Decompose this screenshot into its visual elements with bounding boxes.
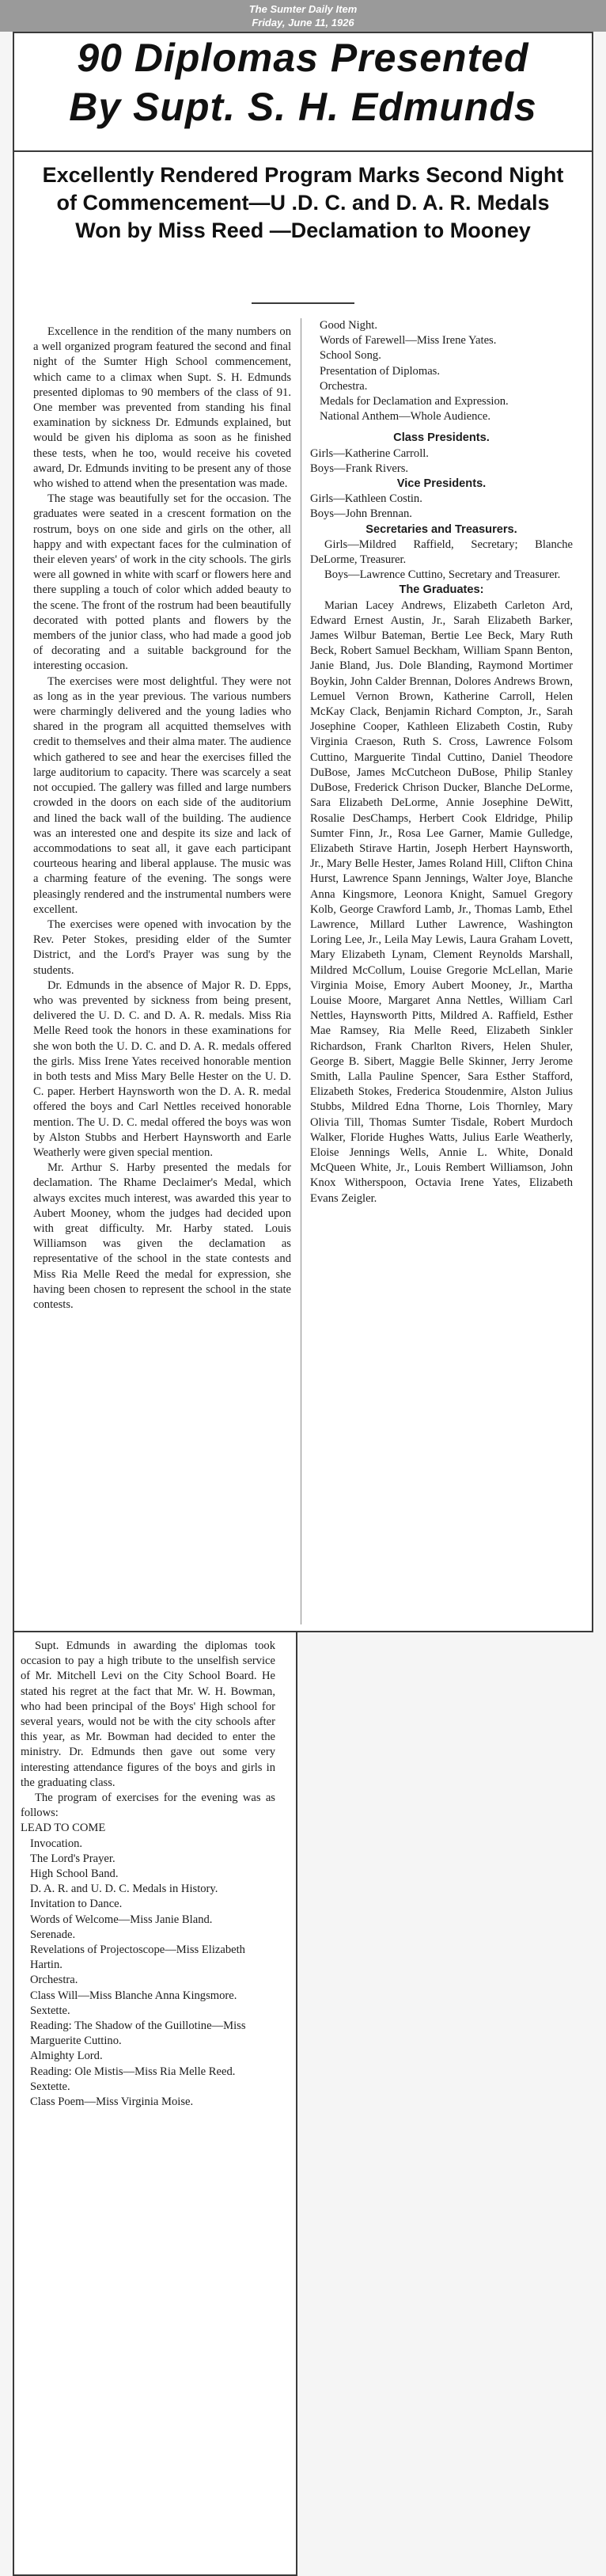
headline-line-1: 90 Diplomas Presented [77, 36, 529, 80]
deck-rule [252, 302, 354, 304]
headline-block [14, 33, 592, 152]
article-clipping-bottom [13, 1632, 297, 2576]
graduates-list: Marian Lacey Andrews, Elizabeth Carleton Ard, Edward Ernest Austin, Jr., Sarah Elizabeth Barker, James Wilbur Bateman, Bertie Lee Beck, Mary Ruth Beck, Robert Samuel Beckham, William Spann Benton, Janie Bland, Jus. Dole Blanding, Raymond Mortimer Boykin, John Calder Brennan, Dolores Andrews Brown, Lemuel Vernon Brown, Katherine Carroll, Helen McKay Clack, Benjamin Richard Compton, Jr., Sarah Josephine Cooper, Kathleen Elizabeth Costin, Ruby Virginia Craeson, Ruth S. Cross, Lawrence Folsom Cuttino, Marguerite Tindal Cuttino, Daniel Theodore DuBose, James McCutcheon DuBose, Philip Stanley DuBose, Frederick Chrison Ducker, Blanche DeLorme, Sara Elizabeth DeLorme, Annie Josephine DeWitt, Rosalie DesChamps, Herbert Cook Eldridge, Philip Sumter Finn, Jr., Rosa Lee Garner, Mamie Gulledge, Elizabeth Stirave Hartin, Joseph Herbert Haynsworth, Jr., Mary Belle Hester, James Roland Hill, Clifton China Hurst, Lawrence Spann Jennings, Walter Joye, Blanche Anna Kingsmore, Leonora Knight, Samuel Gregory Kolb, George Crawford Lamb, Jr., Thomas Lamb, Ethel Lawrence, Millard Luther Lawrence, Washington Loring Lee, Jr., Leila May Lewis, Laura Graham Lovett, Mary Elizabeth Lynam, Clement Reynolds Marshall, Mildred McCollum, Louise Gregorie McLellan, Marie Virginia Moise, Emory Aubert Mooney, Jr., Martha Louise Moore, Margaret Anna Nettles, William Carl Nettles, Haynsworth Pitts, Mildred A. Raffield, Esther Mae Ramsey, Ria Melle Reed, Elizabeth Sinkler Richardson, Frank Charlton Rivers, Helen Shuler, George B. Sibert, Maggie Belle Skinner, Jerry Jerome Smith, Lalla Pauline Spencer, Sara Esther Stafford, Elizabeth Stokes, Frederica Stoudenmire, Alston Julius Stubbs, Mildred Edna Thorne, Lois Thornley, Mary Olivia Till, Thomas Sumter Tisdale, Robert Murdoch Walker, Floride Hughes Watts, Julius Earle Weatherly, Eloise Jennings Wells, Annie L. White, Donald McQueen White, Jr., Louis Rembert Williamson, John Knox Witherspoon, Octavia Irene Yates, Elizabeth Evans Zeigler. [310, 598, 573, 1205]
body-paragraph: The exercises were opened with invocation by the Rev. Peter Stokes, presiding elder of the Sumter District, and the Lord's Prayer was sung by the students. [33, 918, 291, 977]
program-item: School Song. [320, 349, 381, 363]
publication-date: Friday, June 11, 1926 [252, 17, 354, 28]
program-item: Orchestra. [30, 1974, 78, 1987]
program-item: Revelations of Projectoscope—Miss Elizabeth Hartin. [30, 1943, 245, 1972]
body-paragraph: Supt. Edmunds in awarding the diplomas took occasion to pay a high tribute to the unselfish service of Mr. Mitchell Levi on the City School Board. He stated his regret at the fact that Mr. W. H. Bowman, who had been principal of the Boys' High school for several years, would not be with the city schools after this year, as Mr. Bowman had decided to enter the ministry. Dr. Edmunds then gave out some very interesting attendance figures of the boys and girls in the graduating class. [21, 1639, 275, 1789]
source-line [0, 0, 606, 32]
program-item: Presentation of Diplomas. [320, 364, 440, 378]
body-paragraph: Mr. Arthur S. Harby presented the medals for declamation. The Rhame Declaimer's Medal, which always excites much interest, was awarded this year to Aubert Mooney, whom the judges had decided upon with great difficulty. Mr. Harby stated. Louis Williamson was given the declamation as representative of the school in the state contests and Miss Ria Melle Reed the medal for expression, she having been chosen to represent the school in the state contests. [33, 1161, 291, 1311]
program-item: Reading: Ole Mistis—Miss Ria Melle Reed. [30, 2065, 236, 2078]
body-paragraph: The stage was beautifully set for the occasion. The graduates were seated in a crescent formation on the rostrum, boys on one side and girls on the other, all happy and with expectant faces for the culmination of their eleven years' of work in the city schools. The girls were all gowned in white with scarf or flowers here and there suppling a touch of color which added beauty to the scene. The front of the rostrum had been beautifully decorated with potted plants and flowers by the members of the junior class, who had made a good job of decorating and a suitable background for the interesting occasion. [33, 492, 291, 673]
graduates-heading: The Graduates: [399, 583, 484, 597]
program-item: National Anthem—Whole Audience. [320, 410, 491, 424]
program-item: Almighty Lord. [30, 2050, 103, 2063]
article-column-3 [21, 1639, 275, 2110]
program-item: The Lord's Prayer. [30, 1852, 116, 1865]
program-item: D. A. R. and U. D. C. Medals in History. [30, 1883, 218, 1896]
newspaper-name: The Sumter Daily Item [248, 3, 358, 15]
class-presidents-heading: Class Presidents. [393, 431, 490, 445]
program-item: Words of Welcome—Miss Janie Bland. [30, 1913, 213, 1926]
program-title: LEAD TO COME [21, 1822, 106, 1835]
program-item: Orchestra. [320, 379, 368, 393]
program-item: Words of Farewell—Miss Irene Yates. [320, 334, 497, 348]
program-item: Invitation to Dance. [30, 1898, 123, 1911]
program-item: Medals for Declamation and Expression. [320, 395, 509, 408]
body-paragraph: Dr. Edmunds in the absence of Major R. D. Epps, who was prevented by sickness from being present, delivered the U. D. C. and D. A. R. medals. Miss Ria Melle Reed took the honors in these examinations for she won both the U. D. C. and D. A. R. medals offered the girls. Miss Irene Yates received honorable mention in both tests and Miss Mary Belle Hester on the U. D. C. paper. Herbert Haynsworth won the D. A. R. medal offered the boys and Carl Nettles received honorable mention. The U. D. C. medal offered the boys was won by Alston Stubbs and Herbert Haynsworth and Earle Weatherly were given special mention. [33, 978, 291, 1159]
program-item: Sextette. [30, 2004, 70, 2017]
program-item: Invocation. [30, 1837, 83, 1850]
officer-line: Girls—Katherine Carroll. [310, 446, 429, 460]
article-clipping-top [13, 32, 593, 1632]
program-item: High School Band. [30, 1867, 119, 1881]
headline-line-2: By Supt. S. H. Edmunds [69, 85, 537, 129]
program-item: Good Night. [320, 319, 377, 332]
officer-line: Girls—Kathleen Costin. [310, 492, 422, 506]
secretaries-heading: Secretaries and Treasurers. [365, 522, 517, 536]
program-item: Reading: The Shadow of the Guillotine—Miss Marguerite Cuttino. [30, 2019, 246, 2048]
subheadline: Excellently Rendered Program Marks Second Night of Commencement—U .D. C. and D. A. R. Medals Won by Miss Reed —Declamation to Mooney [42, 163, 564, 242]
body-paragraph: The exercises were most delightful. They were not as long as in the year previous. The various numbers were charmingly delivered and the young ladies who shared in the program all acquitted themselves with credit to themselves and their alma mater. The audience which gathered to see and hear the exercises filled the large auditorium to capacity. There was scarcely a seat not occupied. The gallery was filled and large numbers crowded in the doors on each side of the auditorium and lined the back wall of the building. The audience was an interested one and despite its size and lack of accommodations to seat all, it gave each participant courteous hearing and liberal applause. The music was a charming feature of the evening. The songs were pleasingly rendered and the instrumental numbers were excellent. [33, 674, 291, 916]
program-item: Serenade. [30, 1928, 76, 1941]
officer-line: Girls—Mildred Raffield, Secretary; Blanche DeLorme, Treasurer. [310, 538, 573, 567]
officer-line: Boys—John Brennan. [310, 507, 412, 521]
body-paragraph: Excellence in the rendition of the many numbers on a well organized program featured the second and final night of the Sumter High School commencement, which came to a climax when Supt. S. H. Edmunds presented diplomas to 90 members of the class of 91. One member was prevented from standing his final examination by sickness Dr. Edmunds explained, but would be given his diploma as soon as he finished these tests, when he too, would receive his coveted award, Dr. Edmunds inviting to be present any of those who wished to attend when the presentation was made. [33, 325, 291, 491]
program-item: Class Will—Miss Blanche Anna Kingsmore. [30, 1989, 237, 2002]
vice-presidents-heading: Vice Presidents. [396, 477, 487, 491]
program-item: Class Poem—Miss Virginia Moise. [30, 2095, 194, 2109]
article-column-1 [33, 325, 291, 1313]
body-paragraph: The program of exercises for the evening was as follows: [21, 1791, 275, 1820]
officer-line: Boys—Lawrence Cuttino, Secretary and Treasurer. [324, 568, 561, 582]
article-column-2 [310, 318, 573, 1206]
officer-line: Boys—Frank Rivers. [310, 462, 409, 475]
program-item: Sextette. [30, 2080, 70, 2093]
